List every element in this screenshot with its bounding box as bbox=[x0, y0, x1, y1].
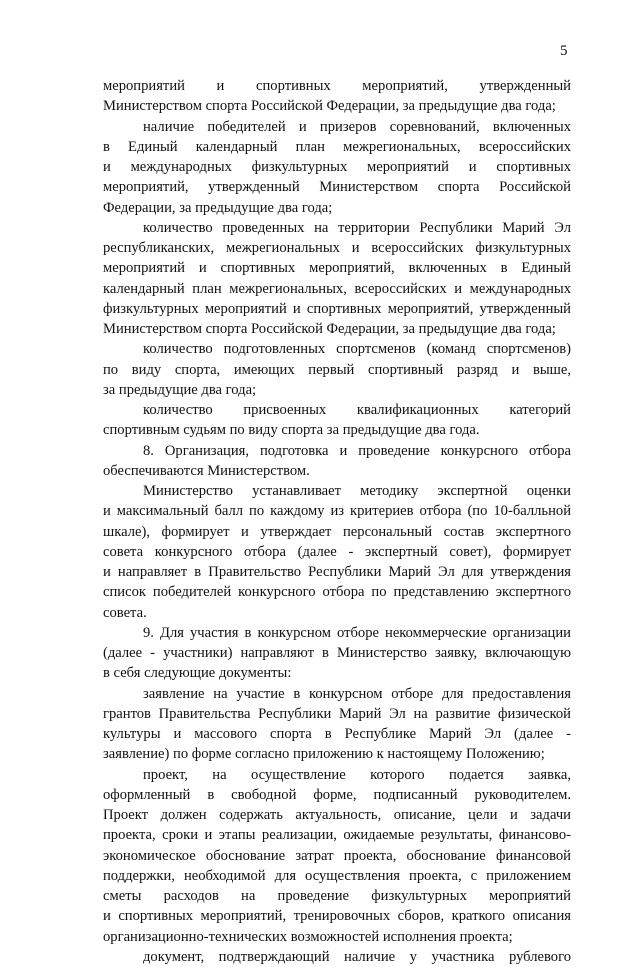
text-line: проекта, сроки и этапы реализации, ожидаемые результаты, финансово- bbox=[103, 827, 571, 844]
text-line: совета конкурсного отбора (далее - экспертный совет), формирует bbox=[103, 543, 571, 560]
text-line: заявление на участие в конкурсном отборе для предоставления bbox=[143, 685, 571, 702]
text-line: список победителей конкурсного отбора по представлению экспертного bbox=[103, 584, 571, 601]
text-line: спортивным судьям по виду спорта за предыдущие два года. bbox=[103, 422, 480, 439]
text-line: в себя следующие документы: bbox=[103, 665, 292, 682]
text-line: оформленный в свободной форме, подписанный руководителем. bbox=[103, 786, 571, 803]
text-line: организационно-технических возможностей исполнения проекта; bbox=[103, 928, 513, 945]
text-line: сметы расходов на проведение физкультурных мероприятий bbox=[103, 888, 571, 904]
text-line: Министерством спорта Российской Федерации, за предыдущие два года; bbox=[103, 321, 556, 337]
document-body bbox=[103, 76, 571, 967]
text-line: 8. Организация, подготовка и проведение конкурсного отбора bbox=[143, 442, 571, 459]
text-line: заявление) по форме согласно приложению к настоящему Положению; bbox=[103, 746, 545, 763]
text-line: Министерство устанавливает методику экспертной оценки bbox=[143, 483, 571, 499]
text-line: мероприятий и спортивных мероприятий, включенных в Единый bbox=[103, 260, 571, 277]
text-line: поддержки, необходимой для осуществления проекта, с приложением bbox=[103, 867, 571, 884]
text-line: количество присвоенных квалификационных категорий bbox=[143, 402, 571, 418]
text-line: календарный план межрегиональных, всероссийских и международных bbox=[103, 280, 571, 297]
text-line: физкультурных мероприятий и спортивных мероприятий, утвержденный bbox=[103, 300, 571, 317]
text-line: наличие победителей и призеров соревнований, включенных bbox=[143, 118, 571, 135]
text-line: и направляет в Правительство Республики Марий Эл для утверждения bbox=[103, 564, 571, 580]
text-line: Федерации, за предыдущие два года; bbox=[103, 199, 333, 216]
text-line: совета. bbox=[103, 604, 147, 621]
text-line: Министерством спорта Российской Федерации, за предыдущие два года; bbox=[103, 98, 556, 115]
text-line: документ, подтверждающий наличие у участника рублевого bbox=[143, 948, 571, 965]
text-line: Проект должен содержать актуальность, описание, цели и задачи bbox=[103, 807, 571, 823]
text-line: количество подготовленных спортсменов (команд спортсменов) bbox=[143, 341, 571, 358]
text-line: 9. Для участия в конкурсном отборе некоммерческие организации bbox=[143, 624, 571, 641]
text-line: экономическое обоснование затрат проекта, обоснование финансовой bbox=[103, 847, 571, 864]
text-line: шкале), формирует и утверждает персональный состав экспертного bbox=[103, 523, 571, 540]
text-line: и спортивных мероприятий, тренировочных сборов, краткого описания bbox=[103, 908, 571, 925]
text-line: количество проведенных на территории Республики Марий Эл bbox=[143, 219, 571, 236]
text-line: проект, на осуществление которого подается заявка, bbox=[143, 766, 571, 783]
page-number: 5 bbox=[560, 43, 568, 59]
text-line: обеспечиваются Министерством. bbox=[103, 462, 310, 479]
text-line: культуры и массового спорта в Республике Марий Эл (далее - bbox=[103, 726, 571, 742]
text-line: и максимальный балл по каждому из критериев отбора (по 10-балльной bbox=[103, 503, 571, 520]
text-line: по виду спорта, имеющих первый спортивный разряд и выше, bbox=[103, 361, 571, 378]
text-line: в Единый календарный план межрегиональных, всероссийских bbox=[103, 138, 571, 155]
text-line: и международных физкультурных мероприятий и спортивных bbox=[103, 159, 571, 175]
text-line: за предыдущие два года; bbox=[103, 381, 257, 398]
text-line: мероприятий и спортивных мероприятий, утвержденный bbox=[103, 78, 571, 94]
text-line: грантов Правительства Республики Марий Эл на развитие физической bbox=[103, 705, 571, 722]
text-line: (далее - участники) направляют в Министерство заявку, включающую bbox=[103, 645, 571, 661]
text-line: республиканских, межрегиональных и всероссийских физкультурных bbox=[103, 240, 571, 256]
text-line: мероприятий, утвержденный Министерством спорта Российской bbox=[103, 179, 571, 196]
